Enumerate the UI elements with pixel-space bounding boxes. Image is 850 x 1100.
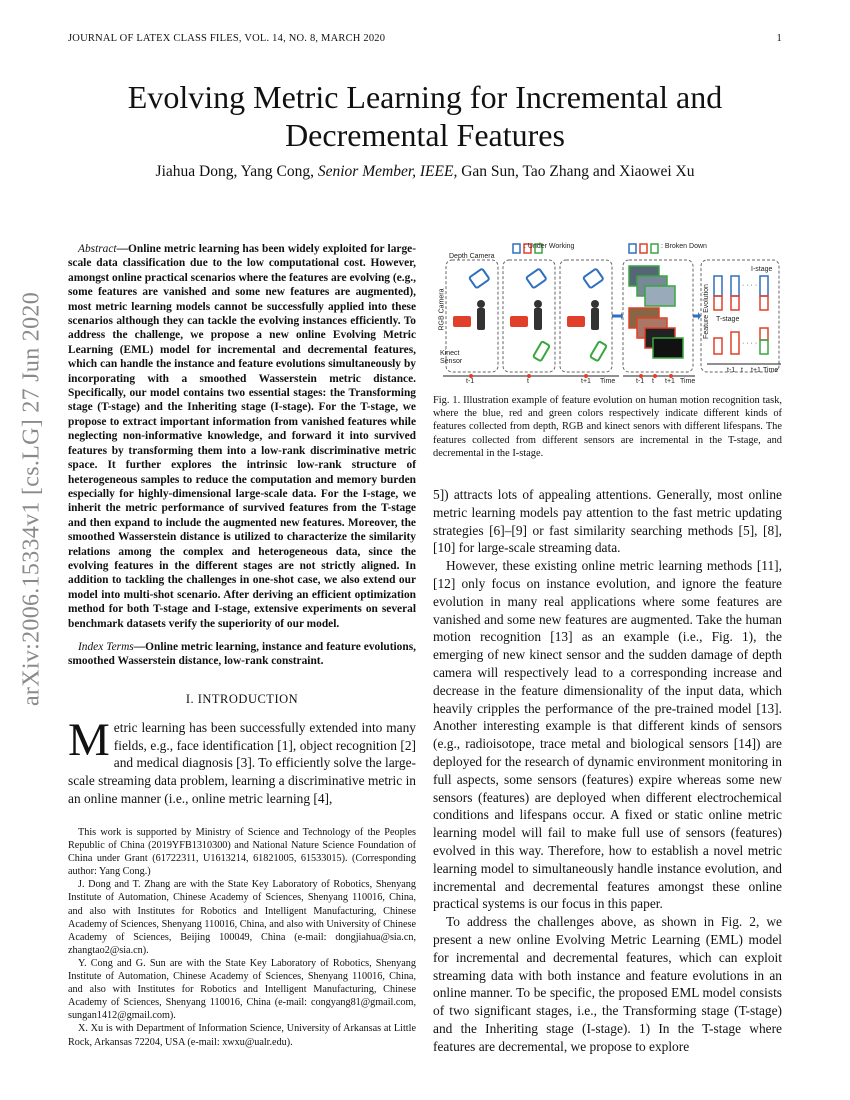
paper-title [40, 78, 810, 154]
page-number: 1 [776, 33, 782, 44]
drop-cap: M [68, 713, 110, 766]
axis-label-time: Time [680, 378, 696, 385]
authors-part-2: Gan Sun, Tao Zhang and Xiaowei Xu [461, 163, 695, 180]
footnote: Y. Cong and G. Sun are with the State Key Laboratory of Robotics, Shenyang Institute of Automation, Chinese Academy of Sciences, Shenyang 110016, China, and also with Institutes for Robotics and Intelligent Manufacturing, Chinese Academy of Sciences, Shenyang 110016, China (e-mail: congyang81@gmail.com, sungan1412@gmail.com). [68, 957, 416, 1022]
tick-label: t [652, 378, 654, 385]
tick-label: t+1 [581, 378, 591, 385]
index-terms-label: Index Terms [78, 640, 134, 653]
rgb-camera-icon [453, 316, 585, 327]
running-header [68, 33, 782, 44]
index-terms [68, 640, 416, 669]
tick-label: t-1 [636, 378, 645, 385]
right-column [433, 242, 782, 1054]
abstract-label: Abstract [78, 243, 117, 255]
footnote: This work is supported by Ministry of Science and Technology of the Peoples Republic of China (2019YFB1310300) and National Nature Science Foundation of China under Grant (61722311, U1613214, 61821005, 61533015). (Corresponding author: Yang Cong.) [68, 827, 416, 878]
feature-bars [714, 276, 768, 354]
journal-name: JOURNAL OF LATEX CLASS FILES, VOL. 14, NO. 8, MARCH 2020 [68, 33, 386, 44]
legend-swatch-red-broken [640, 244, 647, 253]
abstract-text: —Online metric learning has been widely exploited for large-scale data classification due to the low computational cost. However, amongst online practical scenarios where the features are evolving (e.g., some features are vanished and some new features are augmented), most metric learning models cannot be successfully applied into these scenarios although they can tackle the evolving instances efficiently. To address the challenge, we propose a new online Evolving Metric Learning (EML) model for incremental and decremental features, which can handle the instance and feature evolutions simultaneously by incorporating with a smoothed Wasserstein metric distance. Specifically, our model contains two essential stages: the Transforming stage (T-stage) and the Inheriting stage (I-stage). For the T-stage, we propose to extract important information from vanished features while neglecting non-informative knowledge, and forward it into survived features by transforming them into a low-rank discriminative metric space. It further explores the intrinsic low-rank structure of heterogeneous samples to reduce the computation and memory burden especially for highly-dimensional large-scale data. For the I-stage, we inherit the metric performance of survived features from the T-stage and then expand to include the augmented new features. Moreover, the smoothed Wasserstein distance is utilized to characterize the similarity relations among the complex and heterogeneous data, since the evolving features in the different stages are not strictly aligned. In addition to tackling the challenges in one-shot case, we also extend our model into multi-shot scenario. After deriving an efficient optimization method for both T-stage and I-stage, extensive experiments on several benchmark datasets verify the superiority of our model. [68, 243, 416, 630]
figure-caption: Fig. 1. Illustration example of feature evolution on human motion recognition task, where the blue, red and green colors respectively indicate different kinds of features collected from depth, RGB and kinect senors with different lifespans. The features collected from different sensors are incremental in the T-stage, and decremental in the I-stage. [433, 395, 782, 459]
kinect-sensor-icon [533, 341, 607, 361]
footnote: X. Xu is with Department of Information Science, University of Arkansas at Little Rock, Arkansas 72204, USA (e-mail: xwxu@ualr.edu). [68, 1023, 416, 1048]
footnotes [68, 826, 416, 1049]
arxiv-id: arXiv:2006.15334v1 [cs.LG] 27 Jun 2020 [18, 291, 45, 706]
label-t-stage: T-stage [716, 316, 740, 323]
index-terms-text: —Online metric learning, instance and feature evolutions, smoothed Wasserstein distance, low-rank constraint. [68, 640, 416, 668]
right-body-text [433, 486, 782, 1056]
label-feature-evolution: Feature Evolution [702, 284, 710, 339]
label-kinect-sensor: Kinect Sensor [440, 350, 463, 365]
authors-part-1: Jiahua Dong, Yang Cong, [155, 163, 314, 180]
author-role: Senior Member, IEEE, [317, 163, 458, 180]
footnote: J. Dong and T. Zhang are with the State Key Laboratory of Robotics, Shenyang Institute of Automation, Chinese Academy of Sciences, Shenyang 110016, China, and also with Institutes for Robotics and Intelligent Manufacturing, Chinese Academy of Sciences, Shenyang 110016, China, and also with University of Chinese Academy of Sciences, Beijing 100049, China (e-mail: dongjiahua@sia.cn, zhangtao2@sia.cn). [68, 879, 416, 956]
figure-1 [433, 242, 782, 392]
legend-swatch-blue-broken [629, 244, 636, 253]
dots-upper: · · · · [742, 282, 758, 289]
tick-label: t-1 [727, 367, 736, 374]
body-paragraph: However, these existing online metric learning methods [11], [12] only focus on instance evolution, and ignore the feature evolution in many real applications where some features are vanished and some new features are augmented. Take the human motion recognition [13] as an example (i.e., Fig. 1), the emerging of new kinect sensor and the sudden damage of depth camera will respectively lead to a corresponding increase and decrease in the feature dimensionality of the input data, which heavily cripples the performance of the pre-trained model [13]. Another interesting example is that different kinds of sensors (e.g., radioisotope, trace metal and biological sensors [14]) are deployed for the research of dynamic environment monitoring in full aspects, some sensors (features) expire whereas some new sensors (features) are deployed when different electrochemical conditions and lifespans occur. A fixed or static online metric learning model will fail to make full use of sensors (features) evolved in this way. Therefore, how to establish a novel metric learning model to simultaneously handle instance evolution, and incremental and decremental features amongst these online practical systems is our focus in this paper. [433, 558, 782, 912]
depth-camera-icon [469, 268, 604, 288]
axis-label-time: Time [763, 367, 779, 374]
image-frames-icon [629, 266, 683, 358]
arxiv-stamp [12, 291, 52, 706]
dots-lower: · · · · [742, 340, 758, 347]
label-depth-camera: Depth Camera [449, 253, 495, 260]
section-heading: I. INTRODUCTION [185, 691, 299, 706]
body-paragraph: To address the challenges above, as shown in Fig. 2, we present a new online Evolving Metric Learning (EML) model for incremental and decremental features, which can exploit streaming data with both instance and feature evolutions in an online manner. To be specific, the proposed EML model consists of two significant stages, i.e., the Transforming stage (T-stage) and the Inheriting stage (I-stage). 1) In the T-stage where features are decremental, we propose to explore [433, 914, 782, 1054]
left-column [68, 242, 416, 808]
tick-label: t+1 [665, 378, 675, 385]
legend-under-working: : Under Working [524, 243, 575, 250]
axis-label-time: Time [600, 378, 616, 385]
title-line-2: Decremental Features [285, 117, 565, 153]
title-line-1: Evolving Metric Learning for Incremental and [127, 79, 723, 115]
label-i-stage: I-stage [751, 266, 773, 273]
tick-label: t+1 [751, 367, 761, 374]
legend-swatch-blue [513, 244, 520, 253]
intro-text: etric learning has been successfully extended into many fields, e.g., face identification [1], object recognition [2] and medical diagnosis [3]. To efficiently solve the large-scale streaming data problem, learning a discriminative metric in an online manner (i.e., online metric learning [4], [68, 719, 416, 806]
legend-broken-down: : Broken Down [661, 243, 707, 250]
intro-paragraph [68, 713, 416, 808]
abstract [68, 242, 416, 631]
tick-label: t [741, 367, 743, 374]
tick-label: t-1 [466, 378, 475, 385]
author-list [40, 163, 810, 181]
label-rgb-camera: RGB Camera [438, 288, 446, 331]
legend-swatch-green-broken [651, 244, 658, 253]
tick-label: t [527, 378, 529, 385]
body-paragraph: 5]) attracts lots of appealing attentions. Generally, most online metric learning models pay attention to the fast metric updating strategies [6]–[9] or fast similarity searching methods [5], [8], [10] for large-scale streaming data. [433, 487, 782, 556]
